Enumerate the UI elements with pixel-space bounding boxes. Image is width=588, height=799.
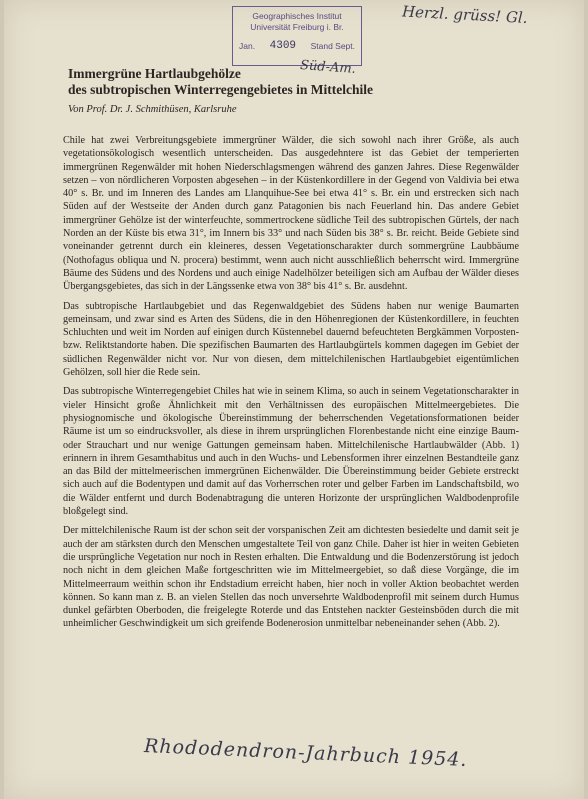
article-body <box>63 134 519 637</box>
article-author: Von Prof. Dr. J. Schmithüsen, Karlsruhe <box>68 104 237 115</box>
stamp-institute: Geographisches Institut <box>252 11 342 21</box>
article-title <box>68 66 508 98</box>
handwritten-greeting: Herzl. grüss! Gl. <box>401 2 528 27</box>
stamp-university: Universität Freiburg i. Br. <box>250 22 344 32</box>
stamp-inventory-row <box>237 41 357 52</box>
article-title-line-1: Immergrüne Hartlaubgehölze <box>68 66 241 81</box>
body-paragraph: Das subtropische Hartlaubgebiet und das Regenwaldgebiet des Südens haben nur wenige Baumarten gemeinsam, und zwar sind es Arten des Südens, die in den Höhenregionen der Küstenkordillere, in feuchten Schluchten und weit im Norden auf einigen durch Küstennebel dauernd befeuchteten Bergkämmen Vorposten- bzw. Reliktstandorte haben. Die spezifischen Baumarten des Hartlaubgürtels kommen dagegen im Gebiet der südlichen Regenwälder nicht vor. Nur von diesen, dem mittelchilenischen Hartlaubgebiet eigentümlichen Gehölzen, soll hier die Rede sein. <box>63 300 519 379</box>
body-paragraph: Der mittelchilenische Raum ist der schon seit der vorspanischen Zeit am dichtesten besiedelte und damit seit je auch der am stärksten durch den Menschen umgestaltete Teil von ganz Chile. Daher ist hier in weiten Gebieten die ursprüngliche Vegetation nur noch in Resten erhalten. Die Entwaldung und die Bodenzerstörung ist jedoch noch nicht in dem gleichen Maße fortgeschritten wie im Mittelmeergebiet, so daß diese Vorgänge, die im Mittelmeerraum weithin schon ihr Endstadium erreicht haben, hier noch in voller Aktion beobachtet werden können. So kann man z. B. an vielen Stellen das noch unversehrte Waldbodenprofil mit seinem durch Humus dunkel gefärbten Oberboden, die freigelegte Roterde und das Entstehen nackter Gesteinsböden durch die mit unheimlicher Geschwindigkeit um sich greifende Bodenerosion unmittelbar nebeneinander sehen (Abb. 2). <box>63 525 519 630</box>
body-paragraph: Chile hat zwei Verbreitungsgebiete immergrüner Wälder, die sich sowohl nach ihrer Größe, als auch vegetationsökologisch wesentlich unterscheiden. Das ausgedehntere ist das Gebiet der temperierten immergrünen Regenwälder mit hohen Niederschlagsmengen während des ganzen Jahres. Diese Regenwälder setzen – von nördlicheren Vorposten abgesehen – in der Küstenkordillere in der Gegend von Valdivia bei etwa 40° s. Br. und im Inneren des Landes am Llanquihue-See bei etwa 41° s. Br. ein und erstrecken sich nach Süden auf der Westseite der Anden durch ganz Patagonien bis nach Feuerland hin. Das andere Gebiet immergrüner Gehölze ist der winterfeuchte, sommertrockene südliche Teil des subtropischen Gürtels, der nach Norden an der Küste bis etwa 31°, im Innern bis 33° und nach Süden bis 38° s. Br. reicht. Beide Gebiete sind voneinander getrennt durch ein kleineres, dessen Vegetationscharakter durch sommergrüne Laubbäume (Nothofagus obliqua und N. procera) bestimmt, wenn auch nicht ausschließlich beherrscht wird. Immergrüne Bäume des Südens und des Nordens und auch einige Nadelhölzer beteiligen sich am Aufbau der Wälder dieses Übergangsgebietes, das sich in der Längssenke etwa von 38° bis 41° s. Br. ausdehnt. <box>63 135 519 293</box>
library-stamp <box>232 6 362 66</box>
stamp-left-label: Jan. <box>239 41 256 51</box>
stamp-right-label: Stand Sept. <box>310 41 355 51</box>
handwritten-title-note: Süd-Am. <box>299 58 357 77</box>
article-title-line-2: des subtropischen Winterregengebietes in Mittelchile <box>68 82 373 97</box>
stamp-inventory-number: 4309 <box>269 40 297 52</box>
body-paragraph: Das subtropische Winterregengebiet Chiles hat wie in seinem Klima, so auch in seinem Vegetationscharakter in vieler Hinsicht große Ähnlichkeit mit den Verhältnissen des europäischen Mittelmeergebietes. Die physiognomische und ökologische Übereinstimmung der beherrschenden Vegetationsformationen beider Räume ist um so eindrucksvoller, als diese in ihrem ursprünglichen Florenbestande nicht eine einzige Baum- oder Strauchart und nur wenige Gattungen gemeinsam haben. Mittelchilenische Hartlaubwälder (Abb. 1) erinnern in ihrem Gesamthabitus und auch in den Wuchs- und Lebensformen ihrer einzelnen Bestandteile ganz an das Bild der mittelmeerischen immergrünen Eichenwälder. Die Übereinstimmung beider Gebiete erstreckt sich auch auf die Bodentypen und damit auf das Vorherrschen roter und gelber Farben im Landschaftsbild, wo die Wälder entfernt und durch Bodenabtragung die unteren Horizonte der ursprünglichen Waldbodenprofile bloßgelegt sind. <box>63 386 519 518</box>
document-page <box>4 0 584 799</box>
handwritten-source-note: Rhododendron-Jahrbuch 1954. <box>143 734 468 772</box>
